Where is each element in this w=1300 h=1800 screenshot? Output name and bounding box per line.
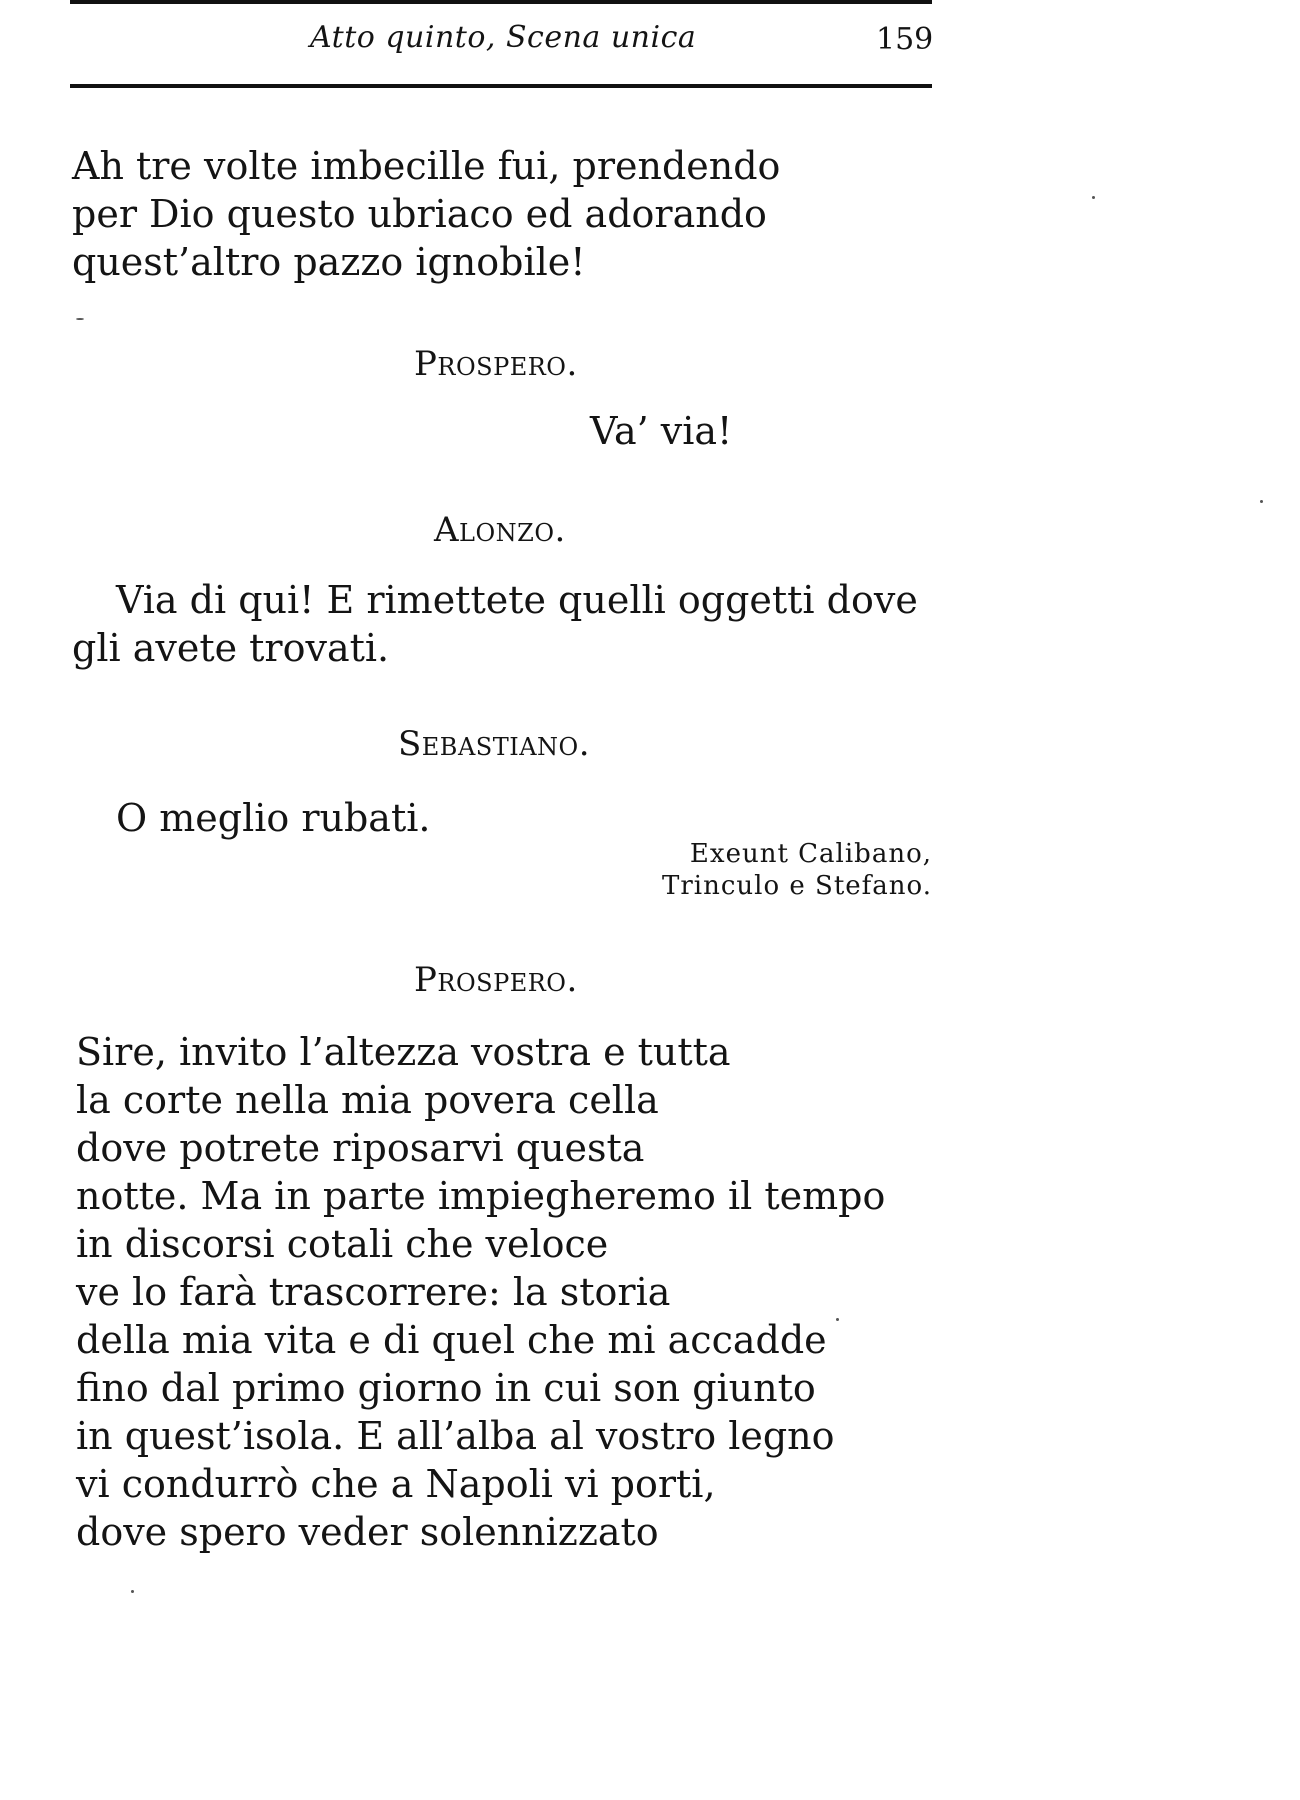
scan-speck — [1092, 196, 1095, 199]
verse-block-5 — [76, 1028, 885, 1556]
page-number: 159 — [876, 22, 934, 57]
speaker-name-prospero: Prospero. — [414, 960, 578, 1000]
scan-speck — [131, 1590, 134, 1593]
speaker-name-prospero: Prospero. — [414, 344, 578, 384]
running-title: Atto quinto, Scena unica — [310, 20, 697, 55]
verse-line: notte. Ma in parte impiegheremo il tempo — [76, 1174, 886, 1218]
scan-speck — [836, 1318, 839, 1321]
verse-line: O meglio rubati. — [116, 796, 431, 840]
stage-direction — [662, 838, 932, 902]
verse-line: dove spero veder solennizzato — [76, 1510, 659, 1554]
speaker-name-sebastiano: Sebastiano. — [398, 724, 591, 764]
verse-line: dove potrete riposarvi questa — [76, 1126, 645, 1170]
header-rule-top — [70, 0, 932, 4]
verse-line: in quest’isola. E all’alba al vostro legno — [76, 1414, 835, 1458]
verse-block-1 — [72, 142, 780, 286]
verse-line: gli avete trovati. — [72, 626, 390, 670]
verse-line: ve lo farà trascorrere: la storia — [76, 1270, 671, 1314]
verse-line: fino dal primo giorno in cui son giunto — [76, 1366, 816, 1410]
scan-speck — [76, 318, 84, 320]
header-rule-bottom — [70, 84, 932, 88]
verse-line: Via di qui! E rimettete quelli oggetti dove — [116, 578, 918, 622]
verse-line: Va’ via! — [590, 409, 733, 453]
stage-direction-line: Exeunt Calibano, — [689, 839, 932, 869]
verse-line: per Dio questo ubriaco ed adorando — [72, 192, 767, 236]
verse-line: Ah tre volte imbecille fui, prendendo — [72, 144, 781, 188]
stage-direction-line: Trinculo e Stefano. — [662, 871, 932, 901]
verse-line: vi condurrò che a Napoli vi porti, — [76, 1462, 716, 1506]
speaker-name-alonzo: Alonzo. — [434, 510, 566, 550]
verse-line: Sire, invito l’altezza vostra e tutta — [76, 1030, 731, 1074]
verse-block-2 — [590, 407, 732, 455]
verse-line: in discorsi cotali che veloce — [76, 1222, 609, 1266]
verse-line: della mia vita e di quel che mi accadde — [76, 1318, 827, 1362]
verse-line: quest’altro pazzo ignobile! — [72, 240, 586, 284]
verse-block-3 — [72, 576, 918, 672]
verse-block-4 — [116, 794, 430, 842]
scan-speck — [1260, 500, 1263, 503]
verse-line: la corte nella mia povera cella — [76, 1078, 659, 1122]
